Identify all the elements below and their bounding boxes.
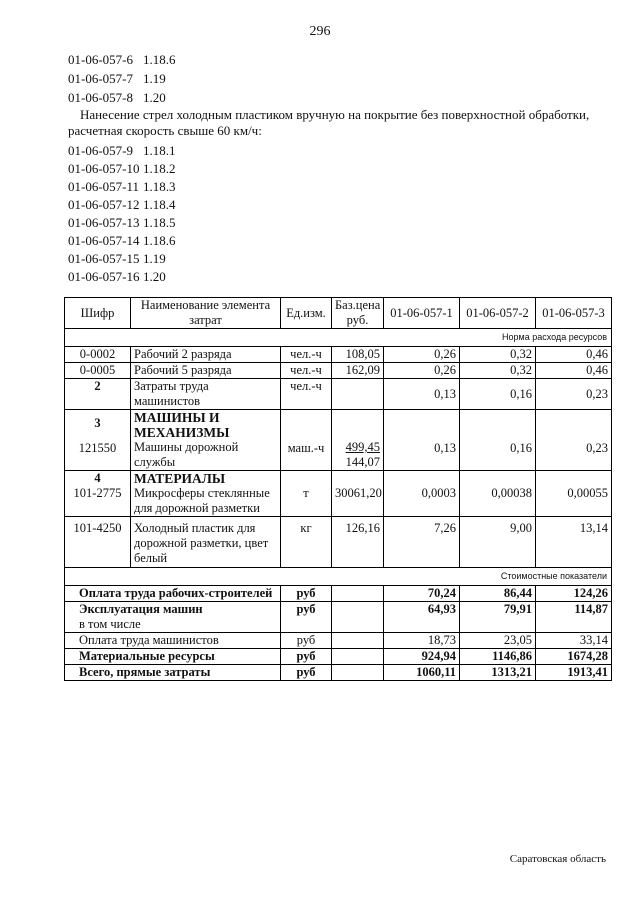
cost-unit: руб — [281, 602, 332, 633]
cost-empty — [332, 633, 384, 649]
cell-value: 0,13 — [384, 410, 460, 471]
cost-value: 70,24 — [384, 586, 460, 602]
cell-name: Затраты труда машинистов — [131, 379, 281, 410]
table-header-row — [65, 298, 612, 329]
cell-code: 2 — [65, 379, 131, 410]
section-label: Стоимостные показатели — [65, 568, 612, 586]
column-header: 01-06-057-1 — [384, 298, 460, 329]
cell-code: 0-0002 — [65, 347, 131, 363]
column-header: Баз.цена руб. — [332, 298, 384, 329]
cell-code — [65, 410, 131, 471]
cost-empty — [332, 665, 384, 681]
cell-name: Рабочий 2 разряда — [131, 347, 281, 363]
cell-price: 126,16 — [332, 517, 384, 568]
cell-value: 0,0003 — [384, 471, 460, 517]
column-header: Шифр — [65, 298, 131, 329]
cell-value: 0,32 — [460, 347, 536, 363]
cost-value: 23,05 — [460, 633, 536, 649]
cell-price: 30061,20 — [332, 471, 384, 517]
code-list-item: 01-06-057-15 1.19 — [68, 251, 166, 266]
cost-unit: руб — [281, 649, 332, 665]
column-header: 01-06-057-3 — [536, 298, 612, 329]
column-header: 01-06-057-2 — [460, 298, 536, 329]
cell-value: 0,46 — [536, 347, 612, 363]
cell-value: 0,46 — [536, 363, 612, 379]
cell-code: 0-0005 — [65, 363, 131, 379]
code-list-item: 01-06-057-11 1.18.3 — [68, 179, 176, 194]
cell-unit: кг — [281, 517, 332, 568]
cell-price: 108,05 — [332, 347, 384, 363]
section-row — [65, 329, 612, 347]
cost-title: Эксплуатация машин — [79, 602, 203, 616]
material-code: 101-2775 — [73, 486, 122, 500]
cost-empty — [332, 602, 384, 633]
cell-unit: чел.-ч — [281, 379, 332, 410]
cell-value: 7,26 — [384, 517, 460, 568]
code-list-item: 01-06-057-8 1.20 — [68, 90, 166, 105]
cell-name: Холодный пластик для дорожной разметки, цвет белый — [131, 517, 281, 568]
section-row — [65, 568, 612, 586]
code-list-item: 01-06-057-12 1.18.4 — [68, 197, 176, 212]
cost-value: 64,93 — [384, 602, 460, 633]
cell-price — [332, 379, 384, 410]
cell-name: Рабочий 5 разряда — [131, 363, 281, 379]
cell-code: 101-4250 — [65, 517, 131, 568]
cost-unit: руб — [281, 586, 332, 602]
group-code: 3 — [94, 416, 101, 430]
cost-table — [64, 297, 612, 681]
price-value: 499,45 — [345, 440, 380, 454]
code-list-item: 01-06-057-6 1.18.6 — [68, 52, 176, 67]
cost-empty — [332, 586, 384, 602]
cell-code — [65, 471, 131, 517]
cell-value: 0,00038 — [460, 471, 536, 517]
cell-unit: чел.-ч — [281, 363, 332, 379]
cost-subtitle: в том числе — [79, 617, 141, 631]
cell-unit: чел.-ч — [281, 347, 332, 363]
cost-value: 86,44 — [460, 586, 536, 602]
cell-value: 0,32 — [460, 363, 536, 379]
footer-region: Саратовская область — [509, 853, 606, 865]
cost-value: 1146,86 — [460, 649, 536, 665]
table-row — [65, 379, 612, 410]
cost-value: 79,91 — [460, 602, 536, 633]
column-header: Наименование элемента затрат — [131, 298, 281, 329]
cell-value: 0,23 — [536, 410, 612, 471]
table-row — [65, 471, 612, 517]
cost-name: Оплата труда машинистов — [65, 633, 281, 649]
cell-value: 13,14 — [536, 517, 612, 568]
code-list-item: 01-06-057-7 1.19 — [68, 71, 166, 86]
cost-value: 33,14 — [536, 633, 612, 649]
cost-value: 124,26 — [536, 586, 612, 602]
cost-name: Всего, прямые затраты — [65, 665, 281, 681]
column-header: Ед.изм. — [281, 298, 332, 329]
cost-row — [65, 602, 612, 633]
code-list-item: 01-06-057-16 1.20 — [68, 269, 166, 284]
table-row — [65, 517, 612, 568]
cost-row — [65, 633, 612, 649]
code-list-item: 01-06-057-9 1.18.1 — [68, 143, 176, 158]
cost-unit: руб — [281, 665, 332, 681]
machine-name: Машины дорожной службы — [134, 440, 239, 469]
code-list-item: 01-06-057-14 1.18.6 — [68, 233, 176, 248]
price-value: 144,07 — [345, 455, 380, 469]
cost-value: 18,73 — [384, 633, 460, 649]
cell-name — [131, 410, 281, 471]
table-row — [65, 410, 612, 471]
cost-row — [65, 665, 612, 681]
table-row — [65, 363, 612, 379]
cost-value: 1913,41 — [536, 665, 612, 681]
cell-price: 162,09 — [332, 363, 384, 379]
cell-value: 0,00055 — [536, 471, 612, 517]
group-title: МАШИНЫ И МЕХАНИЗМЫ — [134, 410, 230, 440]
cost-empty — [332, 649, 384, 665]
cell-value: 0,16 — [460, 379, 536, 410]
code-list-item: 01-06-057-13 1.18.5 — [68, 215, 176, 230]
cost-unit: руб — [281, 633, 332, 649]
section-label: Норма расхода ресурсов — [65, 329, 612, 347]
cost-name — [65, 602, 281, 633]
page-number: 296 — [309, 24, 331, 39]
cell-price — [332, 410, 384, 471]
group-code: 4 — [94, 471, 101, 485]
section-description: Нанесение стрел холодным пластиком вручную на покрытие без поверхностной обработки, расчетная скорость свыше 60 км/ч: — [68, 107, 590, 138]
cost-value: 114,87 — [536, 602, 612, 633]
cost-row — [65, 649, 612, 665]
cell-value: 0,26 — [384, 363, 460, 379]
machine-code: 121550 — [78, 441, 117, 455]
cell-value: 0,23 — [536, 379, 612, 410]
cost-name: Оплата труда рабочих-строителей — [65, 586, 281, 602]
group-title: МАТЕРИАЛЫ — [134, 471, 226, 486]
cost-row — [65, 586, 612, 602]
cell-unit: т — [281, 471, 332, 517]
table-row — [65, 347, 612, 363]
cost-name: Материальные ресурсы — [65, 649, 281, 665]
cost-value: 1060,11 — [384, 665, 460, 681]
cell-value: 9,00 — [460, 517, 536, 568]
cell-value: 0,26 — [384, 347, 460, 363]
cost-value: 1313,21 — [460, 665, 536, 681]
material-name: Микросферы стеклянные для дорожной разметки — [134, 486, 270, 515]
cell-value: 0,16 — [460, 410, 536, 471]
cell-unit: маш.-ч — [281, 410, 332, 471]
cell-name — [131, 471, 281, 517]
cell-value: 0,13 — [384, 379, 460, 410]
cost-value: 1674,28 — [536, 649, 612, 665]
cost-value: 924,94 — [384, 649, 460, 665]
code-list-item: 01-06-057-10 1.18.2 — [68, 161, 176, 176]
